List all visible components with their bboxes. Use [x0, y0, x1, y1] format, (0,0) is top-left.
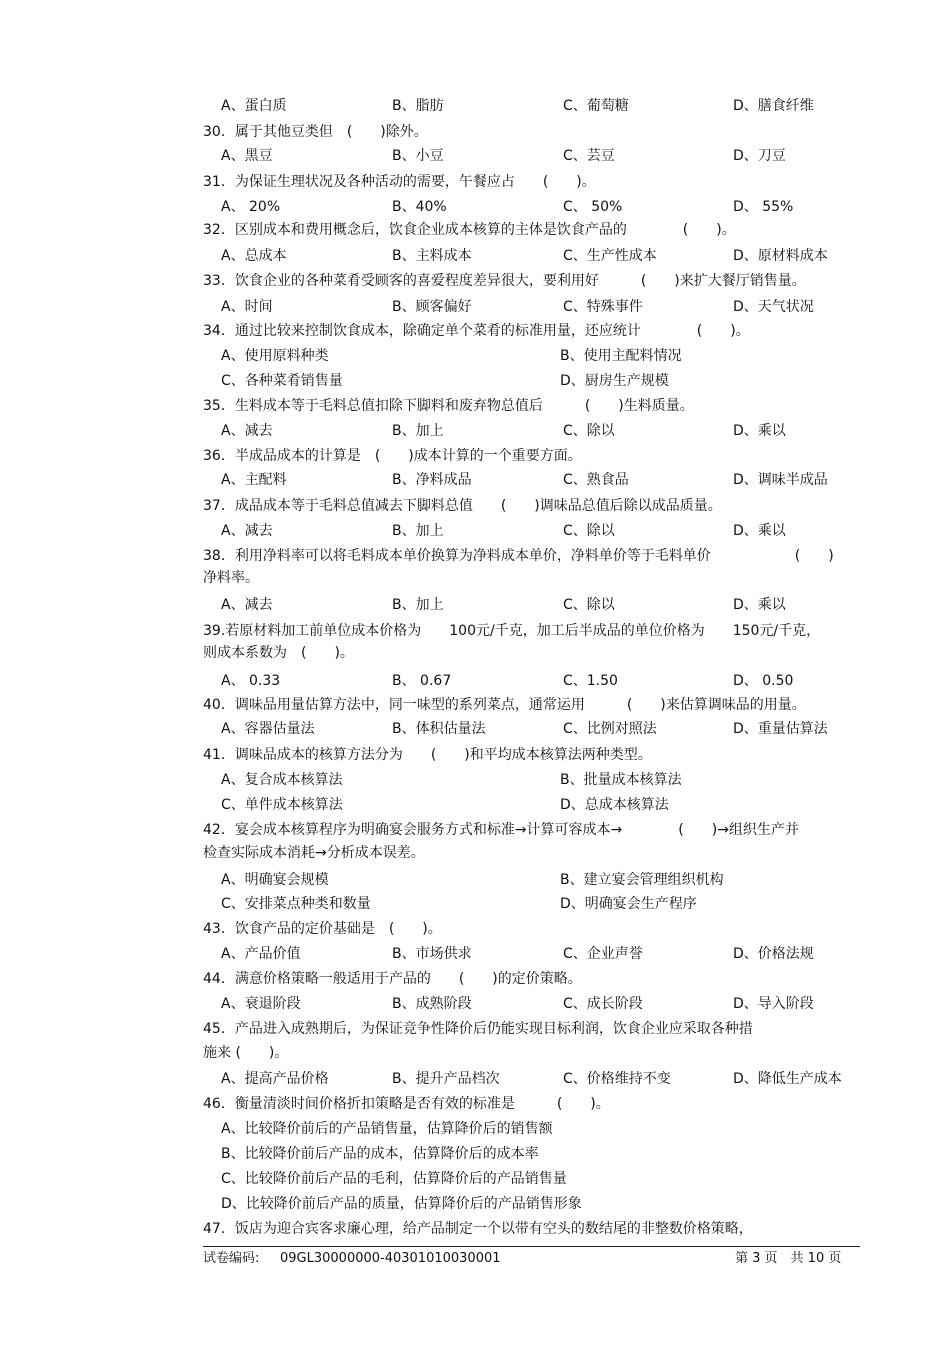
answer-option: C、葡萄糖	[563, 98, 629, 114]
answer-option: B、 0.67	[392, 673, 452, 689]
answer-option: A、蛋白质	[221, 98, 287, 114]
answer-option: A、产品价值	[221, 946, 301, 962]
question-text: 施来 ( )。	[203, 1045, 289, 1061]
answer-option: C、比较降价前后产品的毛利，估算降价后的产品销售量	[221, 1171, 567, 1187]
answer-option: D、总成本核算法	[560, 797, 669, 813]
answer-option: D、调味半成品	[733, 472, 828, 488]
answer-option: A、黑豆	[221, 148, 273, 164]
question-text: 40．调味品用量估算方法中，同一味型的系列菜点，通常运用 ( )来估算调味品的用量。	[203, 697, 806, 713]
answer-option: D、乘以	[733, 523, 786, 539]
answer-option: D、重量估算法	[733, 721, 828, 737]
question-text: 37．成品成本等于毛料总值减去下脚料总值 ( )调味品总值后除以成品质量。	[203, 498, 722, 514]
answer-option: B、加上	[392, 597, 444, 613]
question-text: 35．生料成本等于毛料总值扣除下脚料和废弃物总值后 ( )生料质量。	[203, 398, 694, 414]
page-number: 第 3 页 共 10 页	[735, 1251, 842, 1266]
answer-option: B、脂肪	[392, 98, 444, 114]
question-text: 31．为保证生理状况及各种活动的需要，午餐应占 ( )。	[203, 174, 596, 190]
answer-option: C、生产性成本	[563, 248, 657, 264]
question-text: 30．属于其他豆类但 ( )除外。	[203, 124, 428, 140]
answer-option: C、成长阶段	[563, 996, 643, 1012]
answer-option: B、使用主配料情况	[560, 348, 682, 364]
answer-option: B、成熟阶段	[392, 996, 472, 1012]
question-text: 45．产品进入成熟期后，为保证竞争性降价后仍能实现目标利润，饮食企业应采取各种措	[203, 1021, 753, 1037]
answer-option: C、除以	[563, 423, 615, 439]
answer-option: D、刀豆	[733, 148, 786, 164]
question-text: 检查实际成本消耗→分析成本误差。	[203, 845, 425, 861]
answer-option: B、净料成品	[392, 472, 472, 488]
question-text: 39.若原材料加工前单位成本价格为 100元/千克，加工后半成品的单位价格为 150元/千克，	[203, 623, 821, 639]
answer-option: D、 0.50	[733, 673, 794, 689]
answer-option: B、顾客偏好	[392, 299, 472, 315]
answer-option: B、40%	[392, 199, 447, 215]
answer-option: A、明确宴会规模	[221, 872, 329, 888]
answer-option: C、各种菜肴销售量	[221, 373, 343, 389]
answer-option: A、主配料	[221, 472, 287, 488]
answer-option: C、价格维持不变	[563, 1071, 671, 1087]
question-text: 净料率。	[203, 570, 259, 586]
answer-option: C、除以	[563, 597, 615, 613]
answer-option: C、除以	[563, 523, 615, 539]
question-text: 36．半成品成本的计算是 ( )成本计算的一个重要方面。	[203, 448, 582, 464]
question-text: 41．调味品成本的核算方法分为 ( )和平均成本核算法两种类型。	[203, 747, 652, 763]
answer-option: C、比例对照法	[563, 721, 657, 737]
answer-option: A、比较降价前后的产品销售量，估算降价后的销售额	[221, 1121, 553, 1137]
question-text: 46．衡量清淡时间价格折扣策略是否有效的标准是 ( )。	[203, 1096, 610, 1112]
answer-option: D、 55%	[733, 199, 794, 215]
question-text: 32．区别成本和费用概念后，饮食企业成本核算的主体是饮食产品的 ( )。	[203, 222, 736, 238]
answer-option: A、使用原料种类	[221, 348, 329, 364]
answer-option: C、企业声誉	[563, 946, 643, 962]
answer-option: D、降低生产成本	[733, 1071, 842, 1087]
answer-option: A、 0.33	[221, 673, 281, 689]
footer-divider	[203, 1246, 860, 1247]
question-text: 38．利用净料率可以将毛料成本单价换算为净料成本单价，净料单价等于毛料单价 ( )	[203, 548, 834, 564]
question-text: 42．宴会成本核算程序为明确宴会服务方式和标准→计算可容成本→ ( )→组织生产并	[203, 822, 799, 838]
answer-option: A、复合成本核算法	[221, 772, 343, 788]
answer-option: C、芸豆	[563, 148, 615, 164]
answer-option: B、提升产品档次	[392, 1071, 500, 1087]
question-text: 47．饭店为迎合宾客求廉心理，给产品制定一个以带有空头的数结尾的非整数价格策略，	[203, 1221, 753, 1237]
answer-option: B、加上	[392, 423, 444, 439]
answer-option: D、明确宴会生产程序	[560, 896, 697, 912]
question-text: 33．饮食企业的各种菜肴受顾客的喜爱程度差异很大，要利用好 ( )来扩大餐厅销售量。	[203, 273, 806, 289]
answer-option: D、天气状况	[733, 299, 814, 315]
answer-option: B、加上	[392, 523, 444, 539]
answer-option: D、厨房生产规模	[560, 373, 669, 389]
answer-option: A、衰退阶段	[221, 996, 301, 1012]
answer-option: A、减去	[221, 423, 273, 439]
answer-option: D、导入阶段	[733, 996, 814, 1012]
answer-option: B、市场供求	[392, 946, 472, 962]
answer-option: B、主料成本	[392, 248, 472, 264]
answer-option: C、1.50	[563, 673, 618, 689]
question-text: 44．满意价格策略一般适用于产品的 ( )的定价策略。	[203, 971, 582, 987]
answer-option: A、减去	[221, 597, 273, 613]
answer-option: A、减去	[221, 523, 273, 539]
question-text: 则成本系数为 ( )。	[203, 645, 354, 661]
question-text: 34．通过比较来控制饮食成本，除确定单个菜肴的标准用量，还应统计 ( )。	[203, 323, 750, 339]
answer-option: C、 50%	[563, 199, 623, 215]
answer-option: B、比较降价前后产品的成本，估算降价后的成本率	[221, 1146, 539, 1162]
paper-code-value: 09GL30000000-40301010030001	[280, 1251, 501, 1266]
answer-option: D、比较降价前后产品的质量，估算降价后的产品销售形象	[221, 1196, 582, 1212]
answer-option: A、提高产品价格	[221, 1071, 329, 1087]
answer-option: C、安排菜点种类和数量	[221, 896, 371, 912]
answer-option: A、容器估量法	[221, 721, 315, 737]
answer-option: A、 20%	[221, 199, 281, 215]
answer-option: B、小豆	[392, 148, 444, 164]
answer-option: A、总成本	[221, 248, 287, 264]
answer-option: B、体积估量法	[392, 721, 486, 737]
answer-option: D、原材料成本	[733, 248, 828, 264]
answer-option: D、乘以	[733, 423, 786, 439]
answer-option: D、价格法规	[733, 946, 814, 962]
answer-option: D、乘以	[733, 597, 786, 613]
answer-option: B、建立宴会管理组织机构	[560, 872, 724, 888]
answer-option: B、批量成本核算法	[560, 772, 682, 788]
answer-option: C、单件成本核算法	[221, 797, 343, 813]
answer-option: D、膳食纤维	[733, 98, 814, 114]
answer-option: C、特殊事件	[563, 299, 643, 315]
paper-code-label: 试卷编码:	[203, 1251, 260, 1266]
question-text: 43．饮食产品的定价基础是 ( )。	[203, 921, 442, 937]
answer-option: C、熟食品	[563, 472, 629, 488]
answer-option: A、时间	[221, 299, 273, 315]
